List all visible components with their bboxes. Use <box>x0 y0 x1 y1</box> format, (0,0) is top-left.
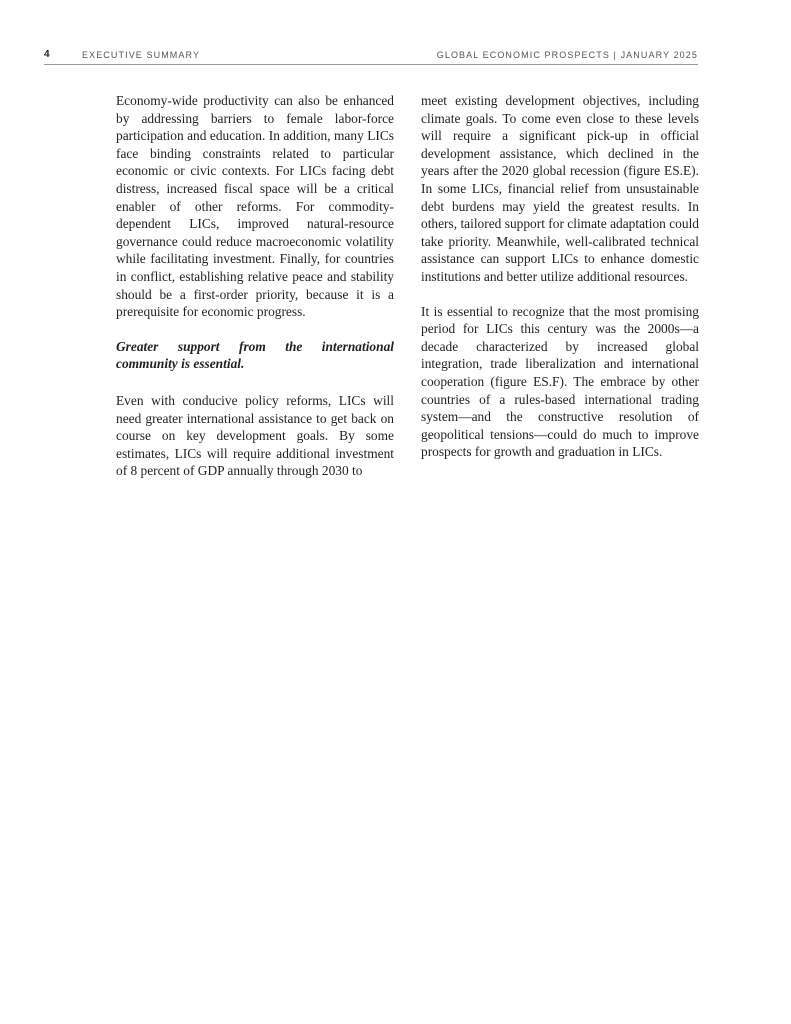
left-column <box>116 92 394 497</box>
report-title: GLOBAL ECONOMIC PROSPECTS | JANUARY 2025 <box>436 50 698 60</box>
header-rule <box>44 64 698 65</box>
right-column <box>421 92 699 478</box>
section-subheading: Greater support from the international community is essential. <box>116 338 394 372</box>
body-paragraph: Even with conducive policy reforms, LICs will need greater international assistance to get back on course on key development goals. By some estimates, LICs will require additional investment of 8 percent of GDP annually through 2030 to <box>116 392 394 479</box>
running-header <box>44 47 698 63</box>
page-number: 4 <box>44 49 50 60</box>
section-label: EXECUTIVE SUMMARY <box>82 50 201 60</box>
body-paragraph: meet existing development objectives, including climate goals. To come even close to these levels will require a significant pick-up in official development assistance, which declined in the years after the 2020 global recession (figure ES.E). In some LICs, financial relief from unsustainable debt burdens may yield the greatest results. In others, tailored support for climate adaptation could take priority. Meanwhile, well-calibrated technical assistance can support LICs to enhance domestic institutions and better utilize additional resources. <box>421 93 699 284</box>
body-paragraph: Economy-wide productivity can also be enhanced by addressing barriers to female labor-force participation and education. In addition, many LICs face binding constraints related to particular economic or civic contexts. For LICs facing debt distress, increased fiscal space will be a critical enabler of other reforms. For commodity-dependent LICs, improved natural-resource governance could reduce macroeconomic volatility while facilitating investment. Finally, for countries in conflict, establishing relative peace and stability should be a first-order priority, because it is a prerequisite for economic progress. <box>116 93 394 320</box>
body-paragraph: It is essential to recognize that the most promising period for LICs this century was the 2000s—a decade characterized by increased global integration, trade liberalization and international cooperation (figure ES.F). The embrace by other countries of a rules-based international trading system—and the constructive resolution of geopolitical tensions—could do much to improve prospects for growth and graduation in LICs. <box>421 303 699 460</box>
